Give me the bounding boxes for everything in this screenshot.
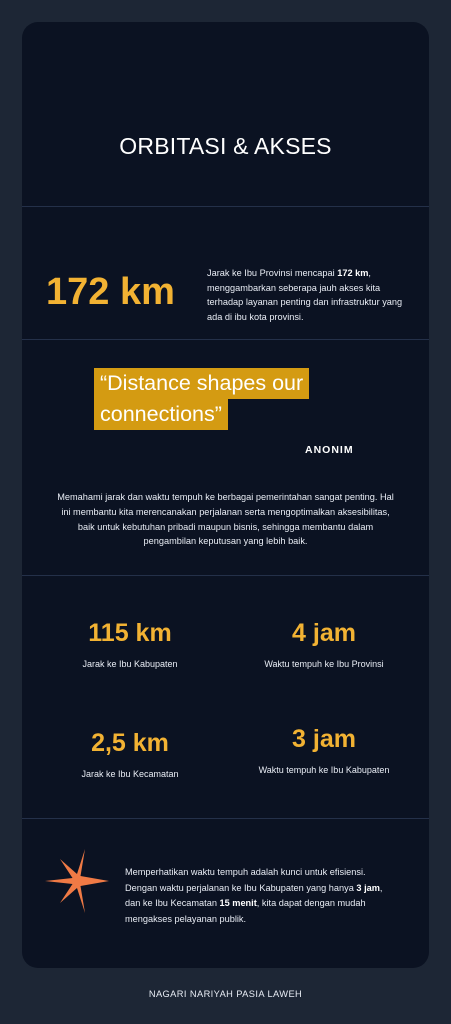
stat-label: Waktu tempuh ke Ibu Kabupaten [258, 765, 390, 775]
infographic-card [22, 22, 429, 968]
closing-text: Memperhatikan waktu tempuh adalah kunci untuk efisiensi. Dengan waktu perjalanan ke Ibu Kabupaten yang hanya [125, 867, 366, 893]
closing-bold-time: 3 jam [356, 882, 380, 893]
sparkle-star-icon [44, 848, 110, 914]
stat-province-time [234, 618, 414, 670]
stat-label: Jarak ke Ibu Kabupaten [82, 659, 178, 669]
quote-line-1: “Distance shapes our [94, 368, 309, 399]
quote-author: ANONIM [305, 444, 354, 456]
province-distance-description [207, 266, 407, 324]
province-desc-text: Jarak ke Ibu Provinsi mencapai [207, 268, 338, 278]
section-divider [22, 339, 429, 340]
section-divider [22, 575, 429, 576]
footer-text: NAGARI NARIYAH PASIA LAWEH [148, 989, 303, 999]
section-divider [22, 818, 429, 819]
stat-label: Waktu tempuh ke Ibu Provinsi [264, 659, 384, 669]
section-divider [22, 206, 429, 207]
closing-text: , kita dapat dengan mudah mengakses pelayanan publik. [125, 898, 366, 924]
stat-regency-distance [50, 618, 210, 670]
province-distance-value: 172 km [46, 271, 175, 313]
province-desc-bold: 172 km [337, 268, 369, 278]
closing-text: , dan ke Ibu Kecamatan [125, 882, 383, 909]
page-title: ORBITASI & AKSES [119, 133, 332, 160]
stat-district-distance [50, 728, 210, 780]
quote-line-2: connections” [94, 399, 228, 430]
closing-paragraph [125, 865, 393, 927]
stat-value: 2,5 km [91, 729, 169, 757]
closing-bold-time: 15 menit [219, 898, 257, 909]
quote-block [94, 368, 356, 430]
stat-value: 115 km [88, 619, 172, 647]
stat-regency-time [234, 724, 414, 776]
stat-value: 4 jam [292, 619, 356, 647]
stat-label: Jarak ke Ibu Kecamatan [81, 769, 179, 779]
stat-value: 3 jam [292, 725, 356, 753]
province-desc-text-end: , menggambarkan seberapa jauh akses kita terhadap layanan penting dan infrastruktur yang ada di ibu kota provinsi. [207, 268, 403, 322]
intro-paragraph: Memahami jarak dan waktu tempuh ke berbagai pemerintahan sangat penting. Hal ini membantu kita merencanakan perjalanan serta mengoptimalkan aksesibilitas, baik untuk kebutuhan pribadi maupun bisnis, sehingga membantu dalam pengambilan keputusan yang lebih baik. [57, 492, 394, 547]
